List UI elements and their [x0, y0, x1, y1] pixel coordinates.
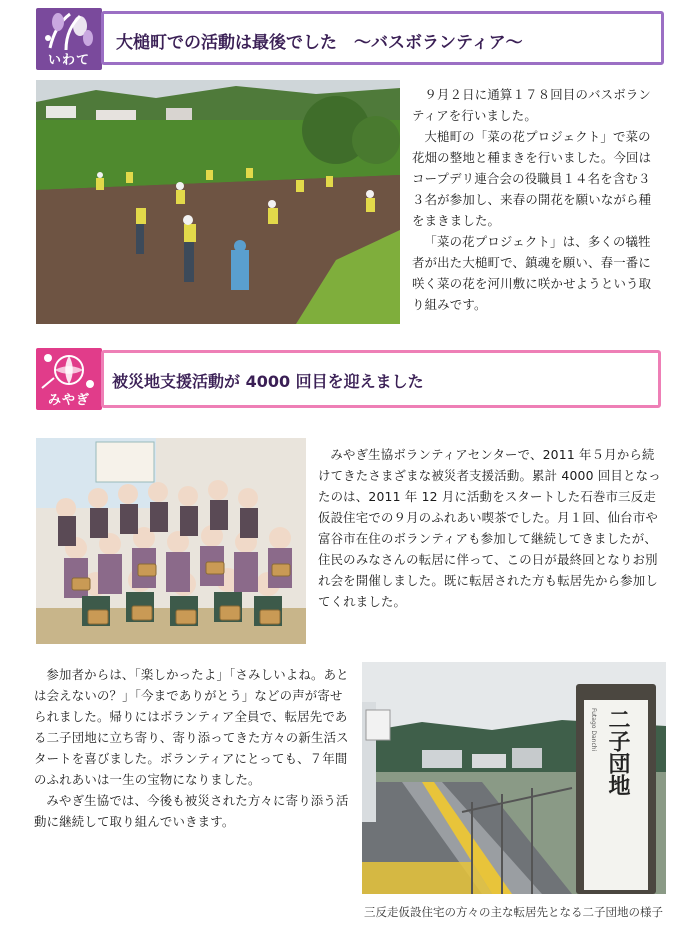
- miyagi-region-label: みやぎ: [47, 393, 90, 408]
- section1-paragraph: ９月２日に通算１７８回目のバスボランティアを行いました。: [412, 87, 652, 123]
- section1-paragraph: 大槌町の「菜の花プロジェクト」で菜の花畑の整地と種まきを行いました。今回はコープデリ連合会の役職員１４名を含む３３名が参加し、来春の開花を願いながら種をまきました。: [412, 129, 652, 228]
- section2-paragraph: みやぎ生協では、今後も被災された方々に寄り添う活動に継続して取り組んでいきます。: [34, 793, 349, 829]
- flower-emblem-icon: [36, 8, 102, 54]
- miyagi-region-badge: [36, 348, 102, 410]
- section1-body: [412, 84, 662, 315]
- section2-body-top: [318, 444, 662, 612]
- group-photo: [36, 438, 306, 644]
- field-planting-photo: [36, 80, 400, 324]
- section2-paragraph: みやぎ生協ボランティアセンターで、2011 年５月から続けてきたさまざまな被災者支援活動。累計 4000 回目となったのは、2011 年 12 月に活動をスタートした石巻市三反走仮設住宅での９月のふれあい喫茶でした。月１回、仙台市や富谷市在住のボランティアも参加して継続してきましたが、住民のみなさんの転居に伴って、この日が最終回となりお別れ会を開催しました。既に転居された方も転居先から参加してくれました。: [318, 447, 661, 609]
- section2-body-bottom: [34, 664, 352, 832]
- section1-title: 大槌町での活動は最後でした ～バスボランティア～: [116, 33, 523, 53]
- flower-emblem-icon: [36, 348, 102, 394]
- section1-title-bar: [101, 11, 664, 65]
- section1-paragraph: 「菜の花プロジェクト」は、多くの犠牲者が出た大槌町で、鎮魂を願い、春一番に咲く菜の花を河川敷に咲かせようという取り組みです。: [412, 234, 652, 312]
- iwate-region-badge: [36, 8, 102, 70]
- section2-title-bar: [101, 350, 661, 408]
- futago-danchi-sign: [576, 684, 656, 894]
- iwate-region-label: いわて: [47, 53, 90, 68]
- sign-romaji: Futago Danchi: [590, 708, 597, 752]
- section2-title: 被災地支援活動が 4000 回目を迎えました: [112, 372, 424, 391]
- sign-text: 二子団地: [605, 708, 630, 796]
- photo-caption: 三反走仮設住宅の方々の主な転居先となる二子団地の様子: [364, 905, 663, 919]
- section2-paragraph: 参加者からは、「楽しかったよ」「さみしいよね。あとは会えないの？」「今までありがとう」などの声が寄せられました。帰りにはボランティア全員で、転居先である二子団地に立ち寄り、寄り添ってきた方々の新生活スタートを喜びました。ボランティアにとっても、７年間のふれあいは一生の宝物になりました。: [34, 667, 349, 787]
- futago-danchi-photo: [362, 662, 666, 894]
